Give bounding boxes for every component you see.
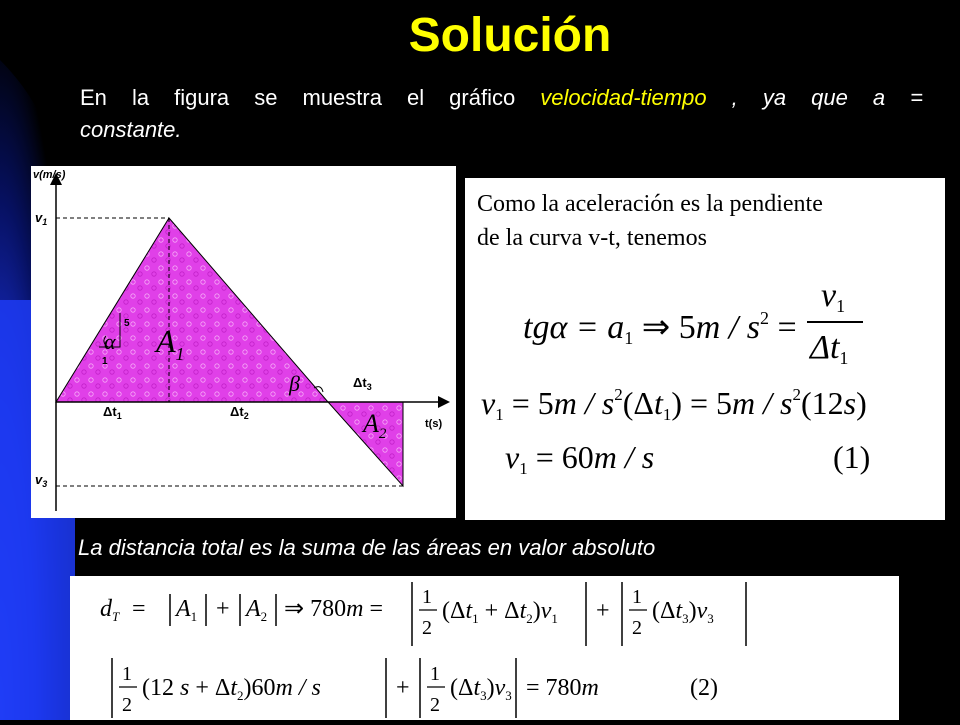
svg-text:1: 1 xyxy=(122,663,132,685)
v3-label: $v_3$ xyxy=(35,472,48,489)
svg-text:⇒ 780m =: ⇒ 780m = xyxy=(284,596,383,622)
svg-text:(Δt1 + Δt2)v1: $(\Delta t_1 + \Delta t_2)v_1$ xyxy=(442,598,558,626)
dt3-label: $\Delta t_3$ xyxy=(353,375,372,392)
svg-text:v1 = 60m / s: v1 = 60m / s xyxy=(505,439,655,478)
distance-equation-panel xyxy=(70,576,899,720)
svg-text:(1): (1) xyxy=(833,439,871,475)
svg-text:2: 2 xyxy=(632,617,642,639)
svg-text:Δt1: Δt1 xyxy=(810,329,849,368)
distance-equation-line-2 xyxy=(112,658,718,718)
svg-text:(Δt3)v3: $(\Delta t_3)v_3$ xyxy=(450,675,512,703)
svg-text:(2): (2) xyxy=(690,675,718,701)
svg-text:1: 1 xyxy=(632,586,642,608)
intro-highlight: velocidad-tiempo xyxy=(540,85,707,110)
v1-label: $v_1$ xyxy=(35,210,48,227)
svg-text:1: 1 xyxy=(430,663,440,685)
dt2-label: $\Delta t_2$ xyxy=(230,404,249,421)
svg-text:A2: $A_2$ xyxy=(246,596,268,624)
explanation-line-2: de la curva v-t, tenemos xyxy=(477,225,707,251)
graph-panel xyxy=(31,166,456,518)
beta-label: β xyxy=(289,371,300,396)
distance-equation-line-1 xyxy=(100,582,746,646)
svg-text:tgα = a1 ⇒ 5m / s2 =: tgα = a1 ⇒ $5m / s^2$ = xyxy=(523,308,797,348)
slide-title: Solución xyxy=(408,9,612,62)
explanation-line-1: Como la aceleración es la pendiente xyxy=(477,191,823,217)
area-1-triangle xyxy=(56,218,328,402)
svg-text:v1: v1 xyxy=(821,277,846,316)
svg-text:=: = xyxy=(132,596,146,622)
svg-text:= 780m: = 780m xyxy=(526,675,599,701)
svg-text:1: 1 xyxy=(422,586,432,608)
velocity-time-graph xyxy=(31,166,456,518)
svg-text:+: + xyxy=(396,675,410,701)
x-axis-label: t(s) xyxy=(425,418,443,430)
svg-text:2: 2 xyxy=(422,617,432,639)
intro-text: En la figura se muestra el gráfico xyxy=(80,85,516,110)
area-2-label: $A_2$ xyxy=(363,409,387,442)
area-1-label: $A_1$ xyxy=(156,323,185,364)
equation-v1-expanded xyxy=(481,385,867,424)
dt1-label: $\Delta t_1$ xyxy=(103,404,122,421)
svg-text:A1: $A_1$ xyxy=(176,596,198,624)
svg-text:(12 s + Δt2)60m / s: (12 $s + \Delta t_2)60m / s$ xyxy=(142,675,321,703)
intro-text-2: , ya que a = xyxy=(731,85,923,110)
svg-text:(Δt3)v3: $(\Delta t_3)v_3$ xyxy=(652,598,714,626)
svg-text:dT: $d_T$ xyxy=(100,596,120,624)
explanation-panel xyxy=(465,178,945,520)
svg-text:2: 2 xyxy=(430,694,440,716)
intro-line-1 xyxy=(80,80,923,115)
svg-text:+: + xyxy=(596,598,610,624)
slope-run-label: 1 xyxy=(102,356,108,367)
equation-v1-result xyxy=(505,439,870,478)
distance-equations xyxy=(70,576,899,720)
slope-rise-label: 5 xyxy=(124,318,130,329)
svg-text:2: 2 xyxy=(122,694,132,716)
bottom-statement: La distancia total es la suma de las áreas en valor absoluto xyxy=(78,535,656,560)
equation-tan-alpha xyxy=(523,277,863,368)
y-axis-label: v(m/s) xyxy=(33,169,66,181)
svg-text:+: + xyxy=(216,596,230,622)
acceleration-equations xyxy=(465,178,945,520)
intro-line-2: constante. xyxy=(80,117,182,142)
svg-text:v1 = 5m / s2(Δt1) = 5m / s2(12: $v1 = 5m / s^2(\Delta t1) = 5m / s^2(12s)$ xyxy=(481,385,867,424)
alpha-label: α xyxy=(104,329,116,354)
